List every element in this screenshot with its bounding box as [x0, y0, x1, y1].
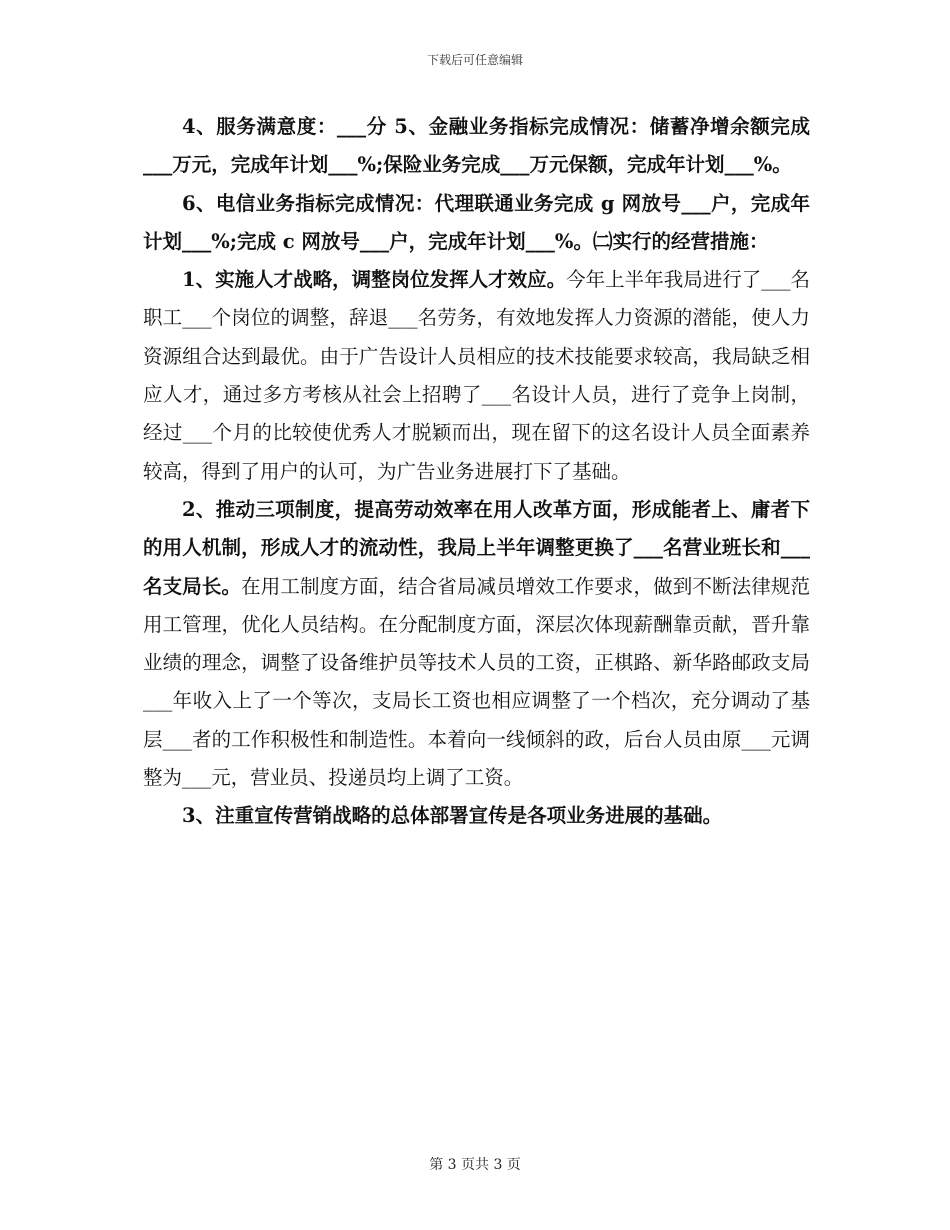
paragraph-bold-text: 6、电信业务指标完成情况：代理联通业务完成 g 网放号___户，完成年计划___%;完成 c 网放号___户，完成年计划___%。㈡实行的经营措施： [143, 191, 810, 253]
paragraph-publicity [143, 797, 810, 835]
paragraph-bold-text: 1、实施人才战略，调整岗位发挥人才效应。 [182, 268, 567, 292]
paragraph-bold-text: 3、注重宣传营销战略的总体部署宣传是各项业务进展的基础。 [182, 804, 723, 828]
paragraph-text: 在用工制度方面，结合省局减员增效工作要求，做到不断法律规范用工管理，优化人员结构。在分配制度方面，深层次体现薪酬靠贡献，晋升靠业绩的理念，调整了设备维护员等技术人员的工资，正棋路、新华路邮政支局___年收入上了一个等次，支局长工资也相应调整了一个档次，充分调动了基层___者的工作积极性和制造性。本着向一线倾斜的政，后台人员由原___元调整为___元，营业员、投递员均上调了工资。 [143, 574, 810, 790]
page-header-note: 下载后可任意编辑 [426, 53, 523, 67]
paragraph-text: 今年上半年我局进行了___名职工___个岗位的调整，辞退___名劳务，有效地发挥人力资源的潜能，使人力资源组合达到最优。由于广告设计人员相应的技术技能要求较高，我局缺乏相应人才，通过多方考核从社会上招聘了___名设计人员，进行了竞争上岗制，经过___个月的比较使优秀人才脱颖而出，现在留下的这名设计人员全面素养较高，得到了用户的认可，为广告业务进展打下了基础。 [143, 268, 810, 483]
page-number: 第 3 页共 3 页 [429, 1157, 521, 1173]
paragraph-talent-strategy [143, 261, 810, 491]
paragraph-three-systems [143, 491, 810, 797]
document-body [143, 108, 810, 836]
paragraph-bold-text: 4、服务满意度：___分 5、金融业务指标完成情况：储蓄净增余额完成___万元，完成年计划___%;保险业务完成___万元保额，完成年计划___%。 [143, 115, 810, 177]
paragraph-bold-text: 2、推动三项制度，提高劳动效率在用人改革方面，形成能者上、庸者下的用人机制，形成人才的流动性，我局上半年调整更换了___名营业班长和___名支局长。 [143, 497, 810, 598]
paragraph-telecom [143, 185, 810, 262]
paragraph-service-finance [143, 108, 810, 185]
